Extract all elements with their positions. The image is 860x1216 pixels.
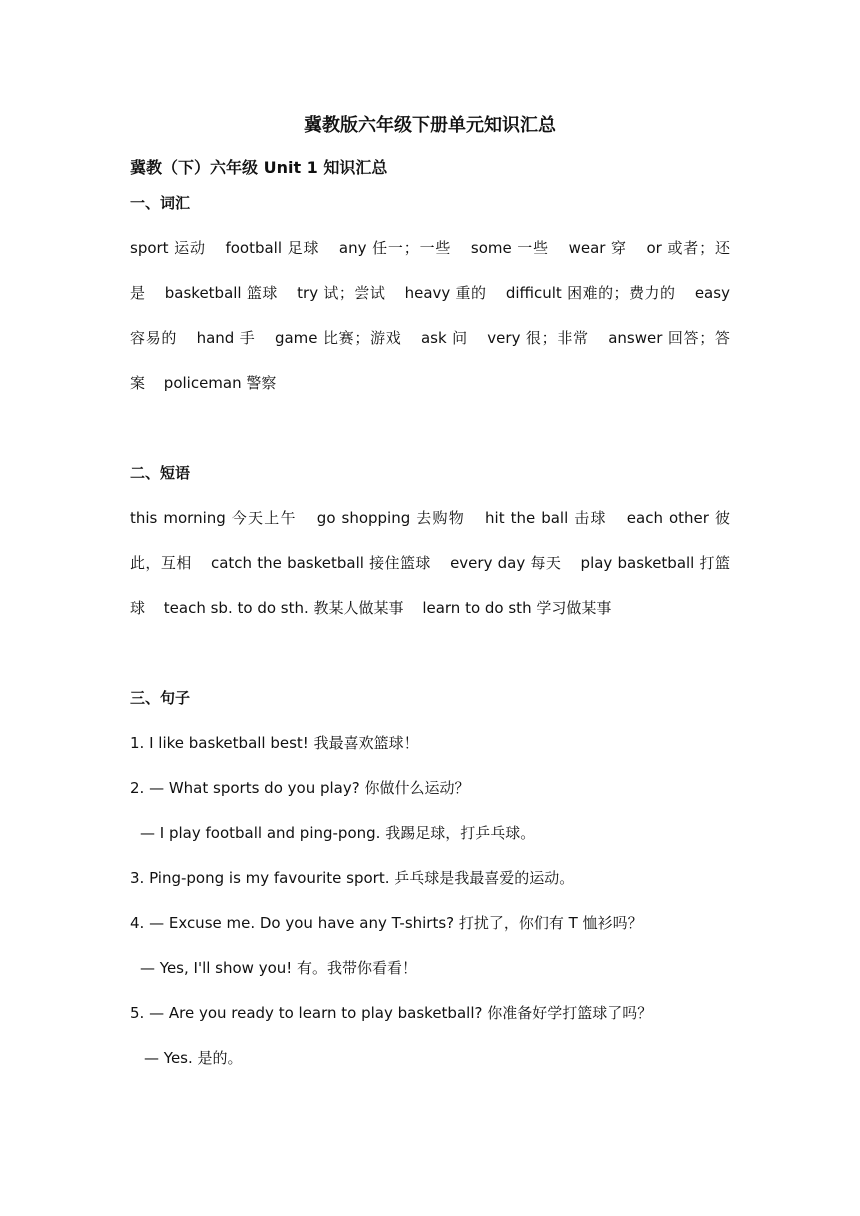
vocab-item: hand 手 bbox=[196, 329, 256, 347]
vocab-item: very 很；非常 bbox=[487, 329, 589, 347]
vocab-item: ask 问 bbox=[420, 329, 468, 347]
vocab-item: wear 穿 bbox=[568, 239, 627, 257]
document-title: 冀教版六年级下册单元知识汇总 bbox=[304, 115, 556, 136]
vocab-item: easy 容易的 bbox=[130, 284, 730, 347]
vocab-item: football 足球 bbox=[225, 239, 320, 257]
sentence-line: 2. — What sports do you play? 你做什么运动？ bbox=[130, 779, 470, 797]
vocab-item: policeman 警察 bbox=[163, 374, 277, 392]
phrase-item: learn to do sth 学习做某事 bbox=[422, 599, 612, 617]
vocab-item: basketball 篮球 bbox=[164, 284, 278, 302]
phrase-item: play basketball 打篮球 bbox=[130, 554, 730, 617]
sentence-line: — I play football and ping-pong. 我踢足球，打乒乓球。 bbox=[140, 824, 536, 842]
sentence-line: 5. — Are you ready to learn to play basketball? 你准备好学打篮球了吗？ bbox=[130, 1004, 653, 1022]
section-spacer bbox=[130, 406, 730, 451]
sentence-line: 3. Ping-pong is my favourite sport. 乒乓球是我最喜爱的运动。 bbox=[130, 869, 575, 887]
vocab-item: game 比赛；游戏 bbox=[274, 329, 402, 347]
phrase-item: go shopping 去购物 bbox=[316, 509, 465, 527]
section-heading-phrases: 二、短语 bbox=[130, 464, 191, 482]
vocabulary-list bbox=[130, 226, 730, 406]
document-content bbox=[130, 108, 730, 1081]
vocab-item: answer 回答；答案 bbox=[130, 329, 730, 392]
phrase-item: each other 彼此，互相 bbox=[130, 509, 730, 572]
vocab-item: or 或者；还是 bbox=[130, 239, 730, 302]
vocab-item: any 任一；一些 bbox=[338, 239, 452, 257]
vocab-item: some 一些 bbox=[470, 239, 549, 257]
sentence-line: — Yes. 是的。 bbox=[144, 1049, 243, 1067]
sentence-line: 1. I like basketball best! 我最喜欢篮球！ bbox=[130, 734, 419, 752]
phrase-list bbox=[130, 496, 730, 631]
phrase-item: this morning 今天上午 bbox=[130, 509, 297, 527]
vocab-item: heavy 重的 bbox=[404, 284, 487, 302]
vocab-item: sport 运动 bbox=[130, 239, 206, 257]
section-spacer bbox=[130, 631, 730, 676]
section-heading-vocabulary: 一、词汇 bbox=[130, 194, 191, 212]
sentence-line: — Yes, I'll show you! 有。我带你看看！ bbox=[140, 959, 418, 977]
phrase-item: catch the basketball 接住篮球 bbox=[210, 554, 431, 572]
phrase-item: teach sb. to do sth. 教某人做某事 bbox=[163, 599, 404, 617]
section-heading-sentences: 三、句子 bbox=[130, 689, 191, 707]
phrase-item: hit the ball 击球 bbox=[485, 509, 607, 527]
phrase-item: every day 每天 bbox=[450, 554, 562, 572]
sentence-line: 4. — Excuse me. Do you have any T-shirts? 打扰了，你们有 T 恤衫吗？ bbox=[130, 914, 643, 932]
vocab-item: difficult 困难的；费力的 bbox=[505, 284, 676, 302]
vocab-item: try 试；尝试 bbox=[297, 284, 386, 302]
unit-title: 冀教（下）六年级 Unit 1 知识汇总 bbox=[130, 158, 388, 177]
